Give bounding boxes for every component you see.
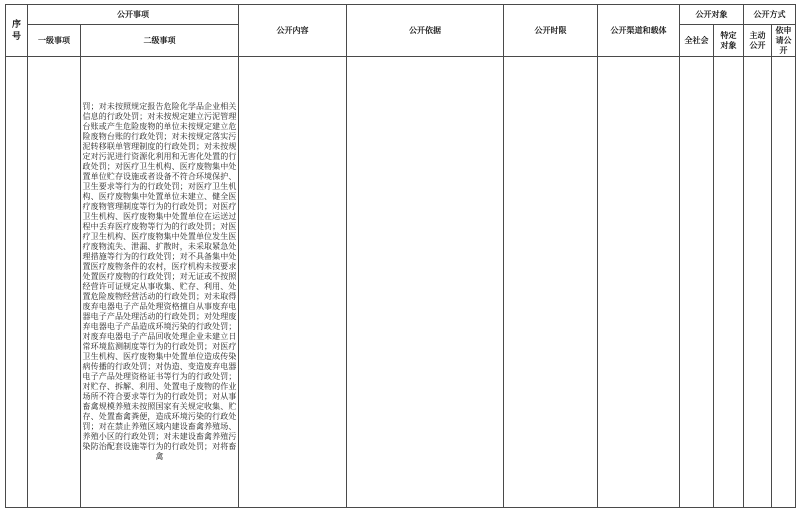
header-seq: 序号 [6,5,28,57]
header-target-specific: 特定对象 [714,25,744,57]
header-target-all: 全社会 [680,25,714,57]
header-public-matters: 公开事项 [28,5,239,25]
cell-seq [6,57,28,508]
header-method-request: 依申请公开 [772,25,796,57]
cell-content [239,57,347,508]
header-channel: 公开渠道和载体 [598,5,680,57]
cell-basis [347,57,504,508]
cell-target-specific [714,57,744,508]
header-content: 公开内容 [239,5,347,57]
cell-method-active [744,57,772,508]
header-target: 公开对象 [680,5,744,25]
table-row [6,57,796,508]
header-level1: 一级事项 [28,25,81,57]
cell-level1 [28,57,81,508]
header-level2: 二级事项 [81,25,239,57]
header-basis: 公开依据 [347,5,504,57]
header-time-limit: 公开时限 [504,5,598,57]
header-row-1 [6,5,796,25]
cell-channel [598,57,680,508]
header-method-active: 主动公开 [744,25,772,57]
header-method: 公开方式 [744,5,796,25]
cell-time-limit [504,57,598,508]
cell-level2: 罚；对未按照规定报告危险化学品企业相关信息的行政处罚；对未按规定建立污泥管理台账或产生危险废物的单位未按规定建立危险废物台账的行政处罚；对未按规定落实污泥转移联单管理制度的行政处罚；对未按规定对污泥进行资源化利用和无害化处置的行政处罚；对医疗卫生机构、医疗废物集中处置单位贮存设施或者设备不符合环境保护、卫生要求等行为的行政处罚；对医疗卫生机构、医疗废物集中处置单位未建立、健全医疗废物管理制度等行为的行政处罚；对医疗卫生机构、医疗废物集中处置单位在运送过程中丢弃医疗废物等行为的行政处罚；对医疗卫生机构、医疗废物集中处置单位发生医疗废物流失、泄漏、扩散时，未采取紧急处理措施等行为的行政处罚；对不具备集中处置医疗废物条件的农村，医疗机构未按要求处置医疗废物的行政处罚；对无证或不按照经营许可证规定从事收集、贮存、利用、处置危险废物经营活动的行政处罚；对未取得废弃电器电子产品处理资格擅自从事废弃电器电子产品处理活动的行政处罚；对处理废弃电器电子产品造成环境污染的行政处罚；对废弃电器电子产品回收处理企业未建立日常环境监测制度等行为的行政处罚；对医疗卫生机构、医疗废物集中处置单位造成传染病传播的行政处罚；对伪造、变造废弃电器电子产品处理资格证书等行为的行政处罚；对贮存、拆解、利用、处置电子废物的作业场所不符合要求等行为的行政处罚；对从事畜禽规模养殖未按照国家有关规定收集、贮存、处置畜禽粪便，造成环境污染的行政处罚；对在禁止养殖区域内建设畜禽养殖场、养殖小区的行政处罚；对未建设畜禽养殖污染防治配套设施等行为的行政处罚；对将畜禽 [81,57,239,508]
disclosure-table [5,4,796,508]
cell-method-request [772,57,796,508]
cell-target-all [680,57,714,508]
